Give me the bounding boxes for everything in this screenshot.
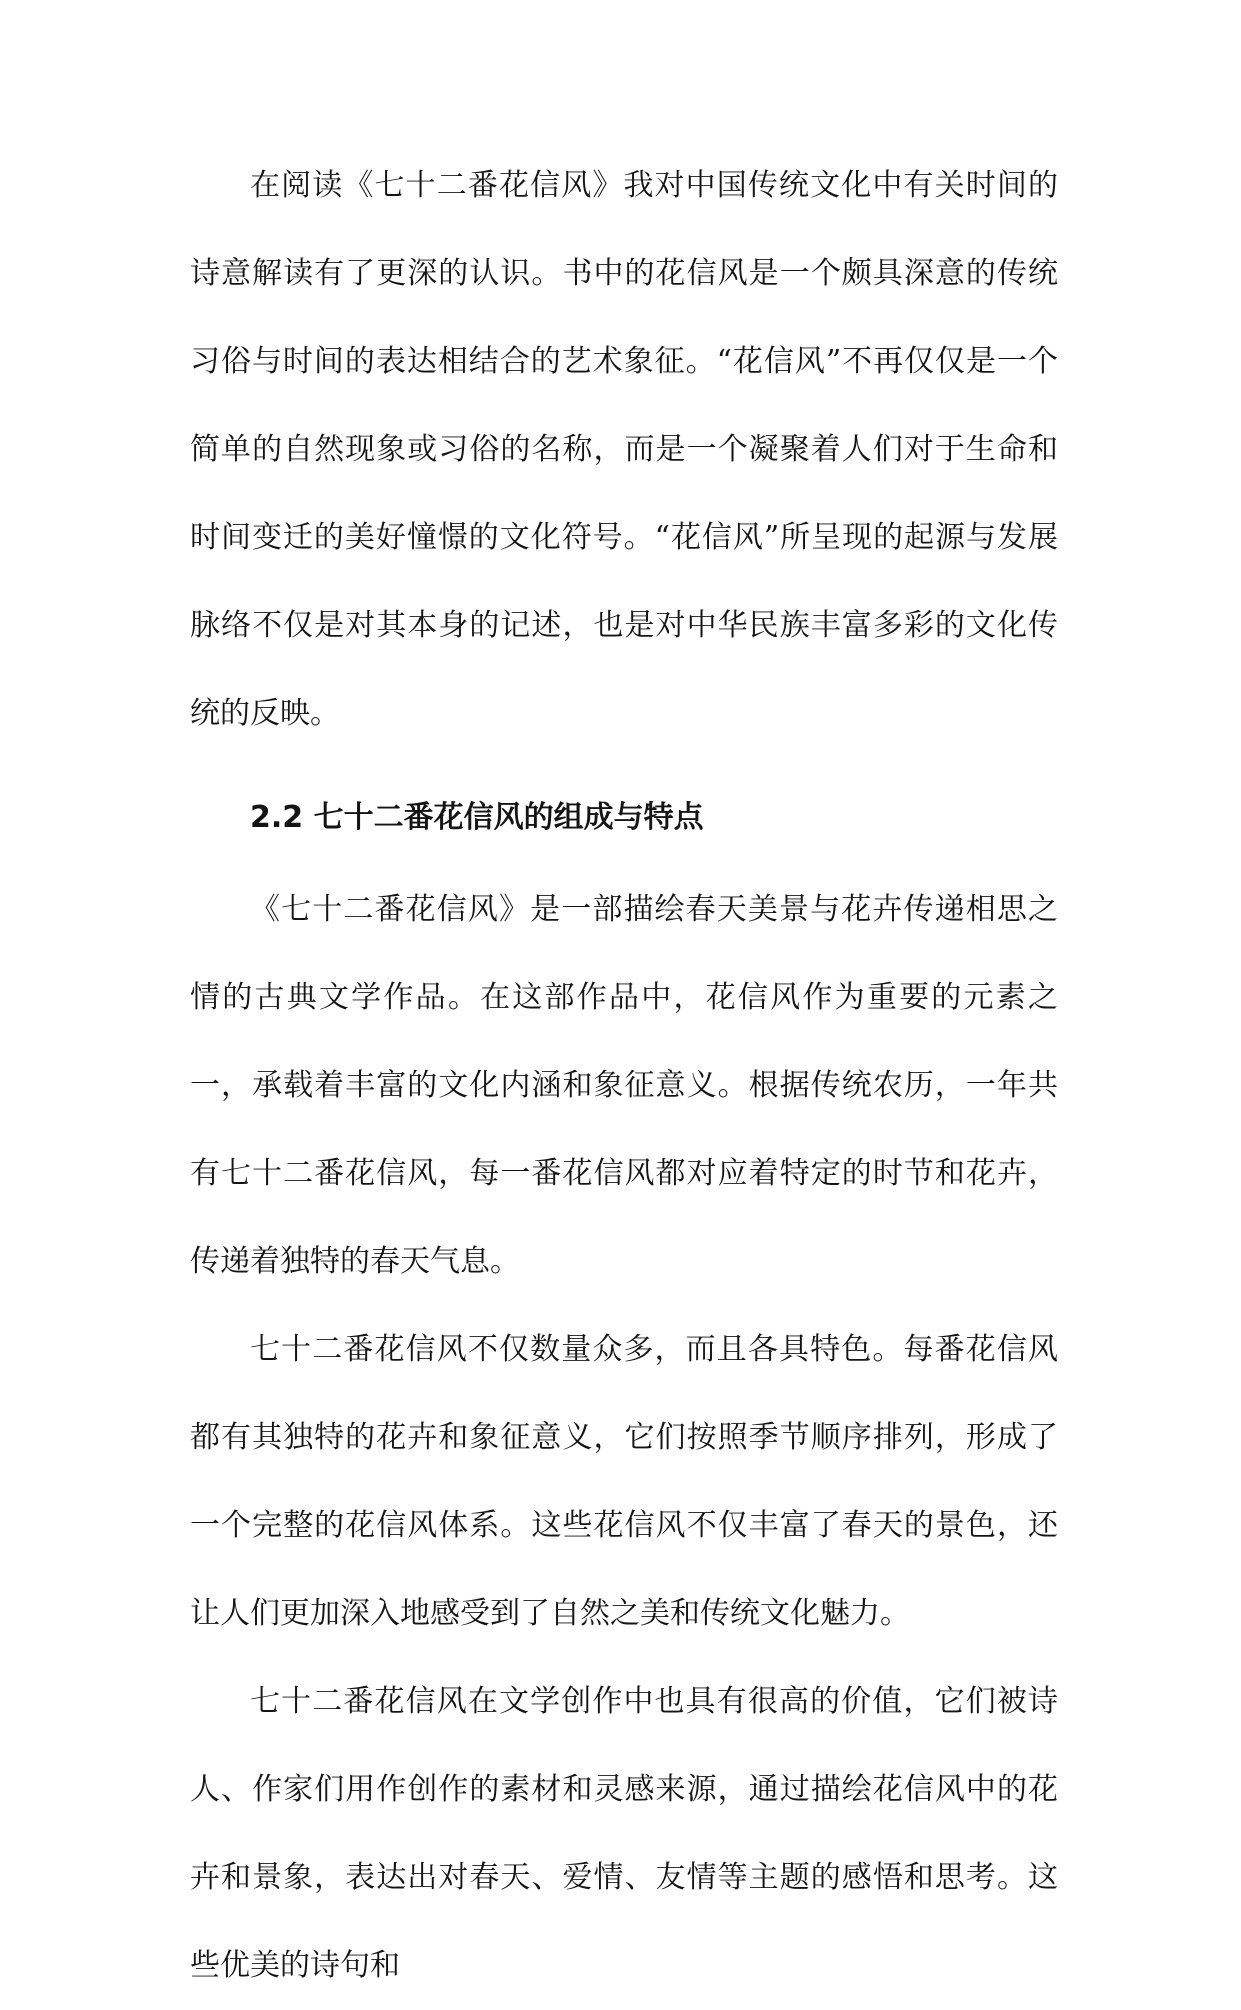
- body-paragraph-2: 《七十二番花信风》是一部描绘春天美景与花卉传递相思之情的古典文学作品。在这部作品中，花信风作为重要的元素之一，承载着丰富的文化内涵和象征意义。根据传统农历，一年共有七十二番花信风，每一番花信风都对应着特定的时节和花卉，传递着独特的春天气息。: [190, 892, 1058, 1279]
- body-paragraph-1: 在阅读《七十二番花信风》我对中国传统文化中有关时间的诗意解读有了更深的认识。书中的花信风是一个颇具深意的传统习俗与时间的表达相结合的艺术象征。“花信风”不再仅仅是一个简单的自然现象或习俗的名称，而是一个凝聚着人们对于生命和时间变迁的美好憧憬的文化符号。“花信风”所呈现的起源与发展脉络不仅是对其本身的记述，也是对中华民族丰富多彩的文化传统的反映。: [190, 168, 1058, 731]
- section-heading: 2.2 七十二番花信风的组成与特点: [250, 800, 704, 835]
- document-body: [190, 142, 1058, 2010]
- body-paragraph-3: 七十二番花信风不仅数量众多，而且各具特色。每番花信风都有其独特的花卉和象征意义，它们按照季节顺序排列，形成了一个完整的花信风体系。这些花信风不仅丰富了春天的景色，还让人们更加深入地感受到了自然之美和传统文化魅力。: [190, 1332, 1058, 1631]
- body-paragraph-4: 七十二番花信风在文学创作中也具有很高的价值，它们被诗人、作家们用作创作的素材和灵感来源，通过描绘花信风中的花卉和景象，表达出对春天、爱情、友情等主题的感悟和思考。这些优美的诗句和: [190, 1684, 1058, 1983]
